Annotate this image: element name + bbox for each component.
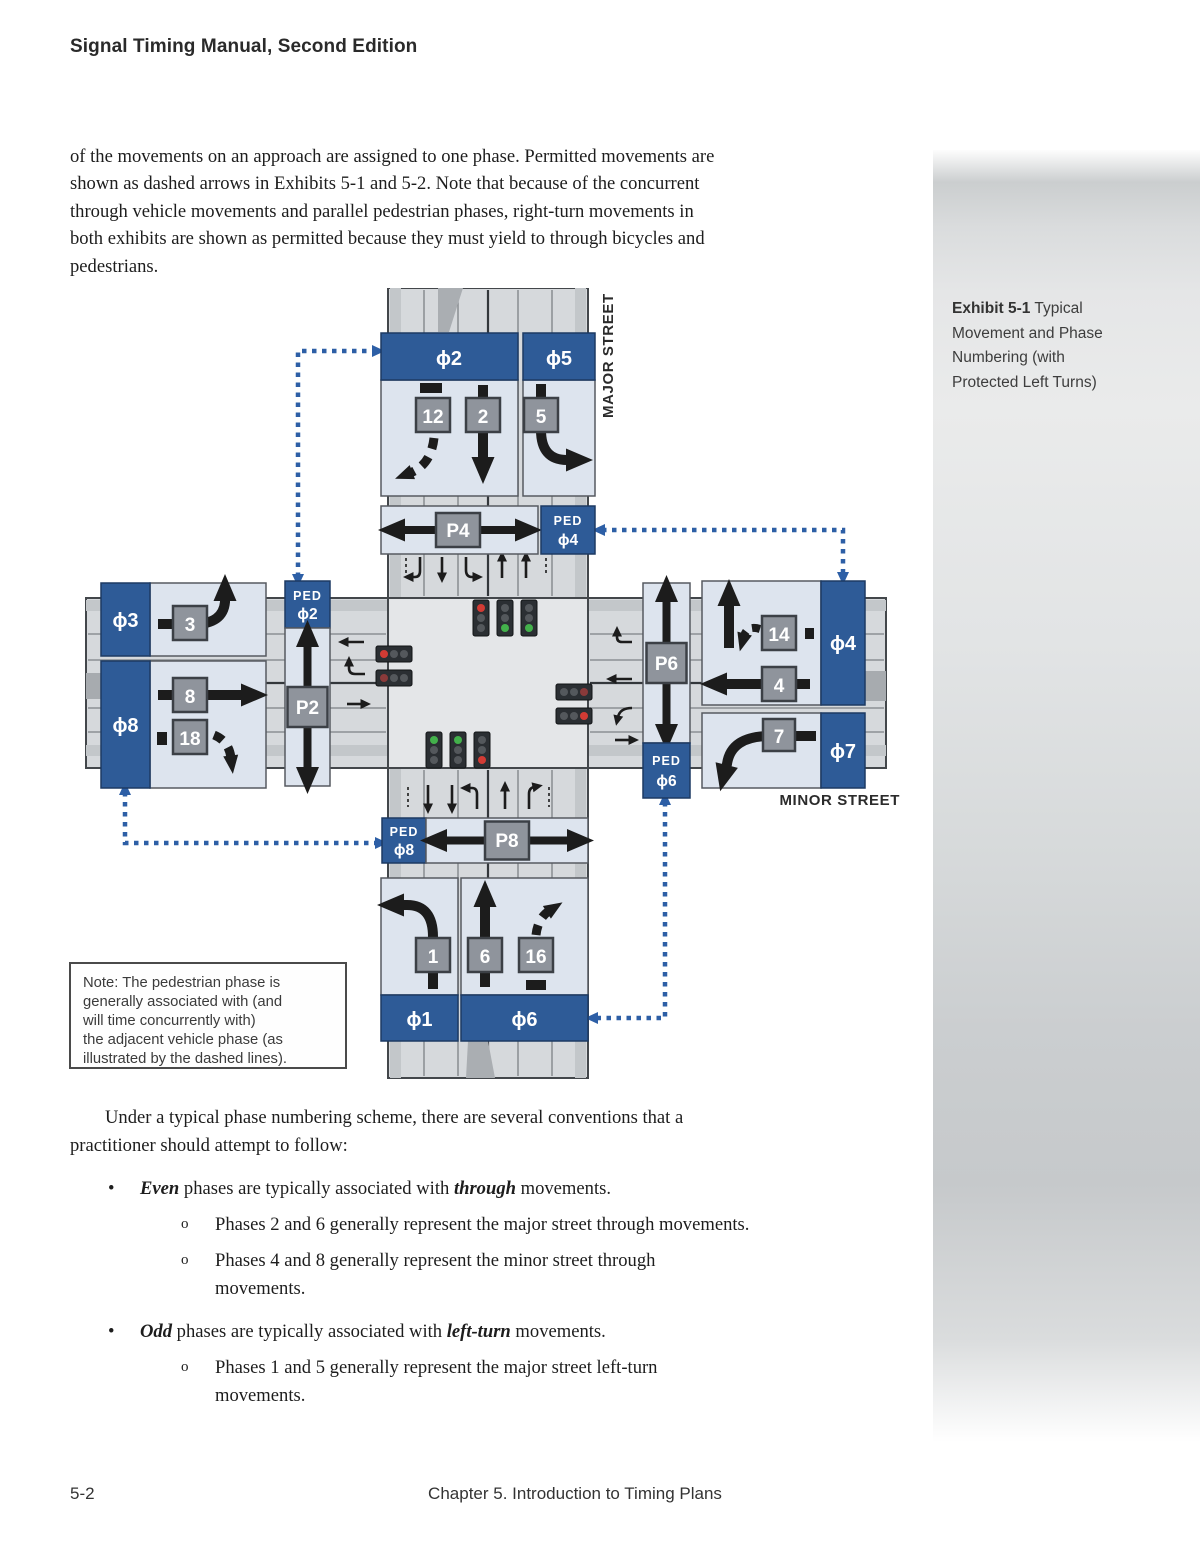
bullet-odd-phases: • Odd phases are typically associated with left-turn movements. [70, 1318, 940, 1346]
movement-number: 7 [773, 727, 785, 748]
phase-label: ϕ7 [829, 741, 857, 763]
exhibit-caption-line: Typical [1030, 300, 1083, 317]
crosswalk-label: P8 [495, 831, 519, 852]
signal-head-icon [521, 600, 537, 636]
intro-line: of the movements on an approach are assigned to one phase. Permitted movements are [70, 146, 715, 167]
bullet-marker: • [108, 1178, 115, 1199]
sub-bullet-phases-2-6: o Phases 2 and 6 generally represent the major street through movements. [70, 1211, 940, 1239]
exhibit-label: Exhibit 5-1 [952, 300, 1031, 317]
major-street-label: MAJOR STREET [600, 293, 617, 418]
movement-number: 2 [477, 407, 489, 428]
sub-bullet-marker: o [181, 1252, 189, 1268]
phase-label: ϕ2 [435, 348, 463, 370]
movement-number: 1 [427, 947, 439, 968]
sub-bullet-marker: o [181, 1216, 189, 1232]
footer-chapter: Chapter 5. Introduction to Timing Plans [428, 1484, 722, 1503]
svg-text:PED: PED [389, 825, 419, 839]
movement-12-stub [420, 383, 442, 393]
exhibit-caption-line: Movement and Phase [952, 324, 1103, 342]
phase-label: ϕ3 [112, 610, 139, 632]
crosswalk-label: P2 [295, 698, 320, 719]
movement-number: 4 [773, 676, 785, 697]
conventions-intro-line: Under a typical phase numbering scheme, there are several conventions that a [105, 1107, 684, 1128]
crosswalk-p4 [381, 506, 538, 554]
connector-phi2-ped2 [298, 351, 375, 577]
signal-head-icon [497, 600, 513, 636]
exhibit-5-1-diagram [68, 288, 908, 1083]
connector-ped6-phi6 [595, 802, 665, 1018]
note-line: generally associated with (and [83, 994, 283, 1010]
intro-paragraph [70, 143, 930, 280]
page-footer [70, 1484, 1080, 1504]
phase-label: ϕ6 [511, 1009, 538, 1031]
movement-16-stub [526, 980, 546, 990]
movement-number: 18 [179, 729, 201, 750]
doc-header-title: Signal Timing Manual, Second Edition [70, 36, 418, 57]
phase-label: ϕ4 [829, 633, 857, 655]
phase-group-phi1 [381, 878, 458, 1041]
phase-group-phi7 [702, 713, 865, 788]
signal-head-icon [474, 732, 490, 768]
connector-ped4-phi4 [602, 530, 843, 575]
signal-head-icon [450, 732, 466, 768]
phase-group-phi2 [381, 333, 518, 496]
median [865, 671, 886, 701]
intro-line: through vehicle movements and parallel pedestrian phases, right-turn movements in [70, 200, 694, 222]
signal-head-icon [376, 646, 412, 662]
ped-phi4-box [541, 506, 595, 554]
movement-number: 6 [479, 947, 491, 968]
signal-head-icon [556, 684, 592, 700]
connector-phi8-ped8 [125, 792, 378, 843]
crosswalk-p2 [285, 628, 330, 786]
ped-phi6-box [643, 743, 690, 798]
conventions-section [70, 1104, 940, 1410]
movement-number: 3 [184, 615, 196, 636]
intro-line: pedestrians. [70, 255, 159, 277]
movement-18-stub [157, 732, 167, 745]
signal-head-icon [376, 670, 412, 686]
phase-group-phi6 [461, 878, 588, 1041]
crosswalk-label: P6 [654, 654, 679, 675]
note-line: the adjacent vehicle phase (as [83, 1032, 283, 1048]
ped-phi8-box [382, 818, 426, 863]
crosswalk-p6 [643, 583, 690, 743]
crosswalk-label: P4 [446, 521, 470, 542]
crosswalk-p8 [426, 818, 588, 863]
movement-number: 14 [768, 625, 790, 646]
signal-head-icon [556, 708, 592, 724]
svg-text:PED: PED [553, 514, 583, 528]
exhibit-caption-line: Numbering (with [952, 349, 1065, 366]
minor-street-label: MINOR STREET [779, 792, 900, 809]
svg-text:ϕ6: ϕ6 [656, 773, 677, 790]
ped-phi2-box [285, 581, 330, 628]
note-line: will time concurrently with) [83, 1013, 256, 1029]
exhibit-caption-line: Protected Left Turns) [952, 373, 1097, 391]
phase-label: ϕ1 [406, 1009, 433, 1031]
bullet-even-phases: • Even phases are typically associated with through movements. [70, 1175, 940, 1203]
svg-text:ϕ4: ϕ4 [557, 532, 579, 549]
bullet-marker: • [108, 1321, 115, 1342]
movement-number: 16 [525, 947, 547, 968]
sub-bullet-marker: o [181, 1359, 189, 1375]
movement-number: 12 [422, 407, 444, 428]
sub-bullet-phases-4-8: o Phases 4 and 8 generally represent the minor street through movements. [70, 1247, 940, 1303]
svg-text:PED: PED [293, 589, 322, 603]
sub-bullet-phases-1-5: o Phases 1 and 5 generally represent the major street left-turn movements. [70, 1354, 940, 1410]
svg-text:PED: PED [652, 754, 681, 768]
signal-head-icon [426, 732, 442, 768]
phase-group-phi8 [101, 661, 266, 788]
conventions-intro-line: practitioner should attempt to follow: [70, 1135, 348, 1156]
movement-number: 5 [535, 407, 547, 428]
svg-text:ϕ2: ϕ2 [297, 606, 318, 623]
signal-head-icon [473, 600, 489, 636]
note-line: Note: The pedestrian phase is [83, 975, 281, 991]
note-line: illustrated by the dashed lines). [83, 1051, 287, 1067]
phase-group-phi3 [101, 583, 266, 656]
phase-label: ϕ8 [112, 715, 139, 737]
exhibit-caption [952, 297, 1147, 395]
footer-page-number: 5-2 [70, 1484, 95, 1503]
movement-number: 8 [184, 687, 196, 708]
phase-group-phi5 [523, 333, 595, 496]
phase-label: ϕ5 [545, 348, 573, 370]
movement-14-stub [805, 628, 814, 639]
intro-line: shown as dashed arrows in Exhibits 5-1 and 5-2. Note that because of the concurrent [70, 173, 700, 195]
intro-line: both exhibits are shown as permitted because they must yield to through bicycles and [70, 228, 705, 250]
phase-group-phi4 [702, 581, 865, 705]
svg-text:ϕ8: ϕ8 [393, 842, 415, 859]
note-box [70, 963, 346, 1068]
